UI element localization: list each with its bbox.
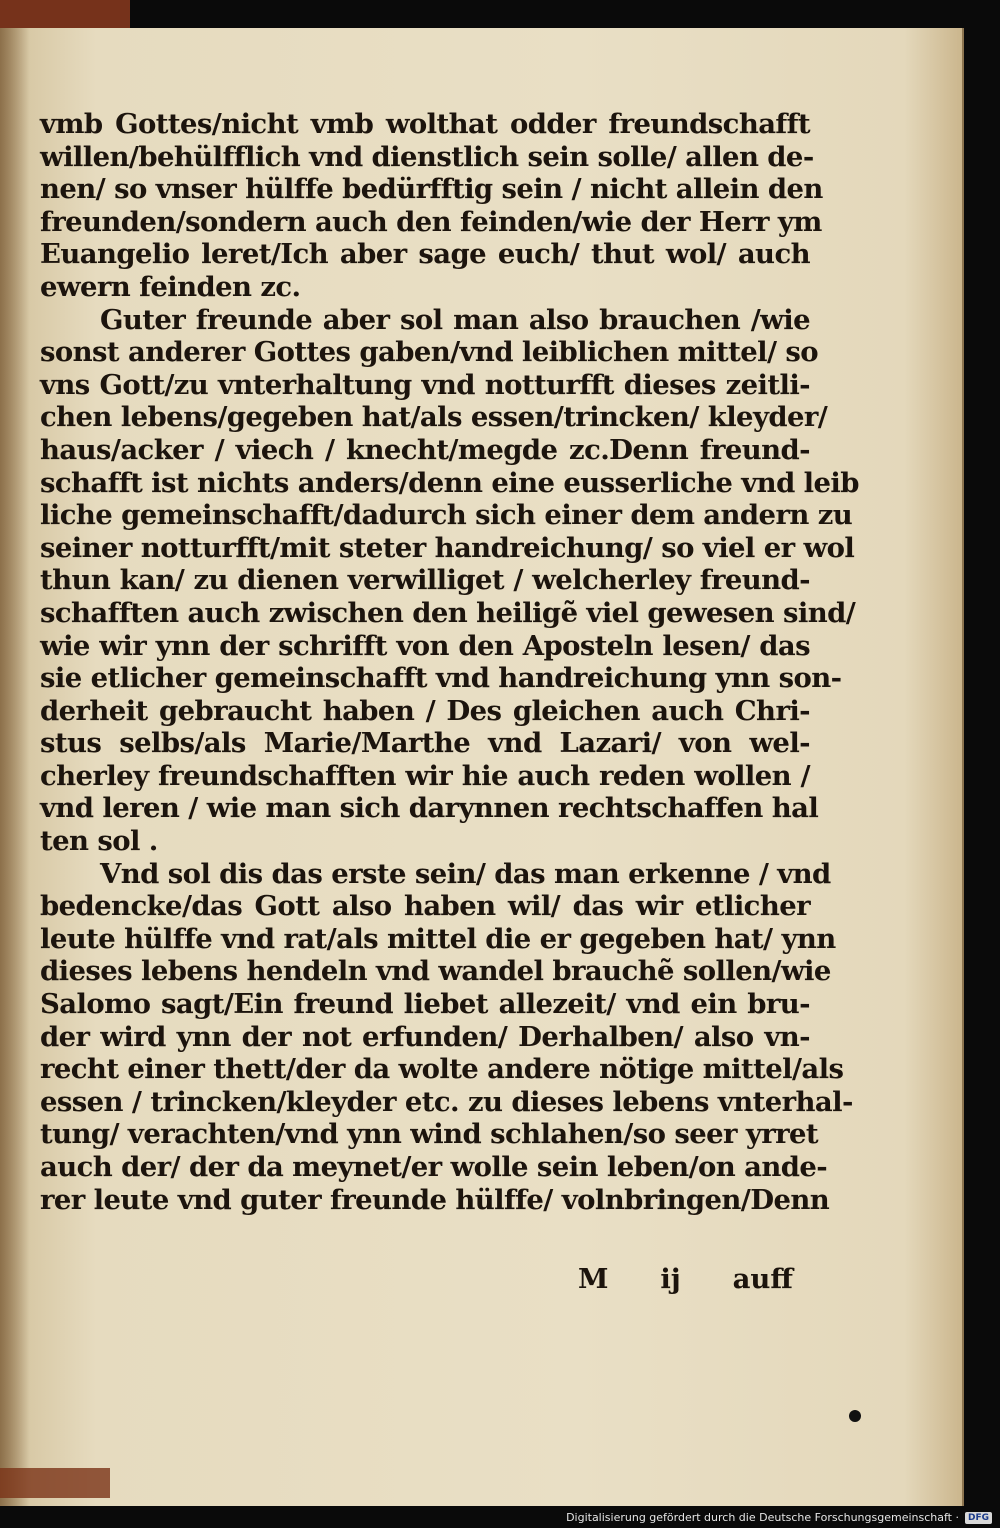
text-line: leute hülffe vnd rat/als mittel die er gegeben hat/ ynn: [40, 922, 836, 955]
signature-number: ij: [660, 1263, 681, 1295]
text-line: schafft ist nichts anders/denn eine eusserliche vnd leib: [40, 466, 859, 499]
text-line: stus selbs/als Marie/Marthe vnd Lazari/ von wel-: [40, 727, 810, 760]
signature-mark: M: [578, 1263, 609, 1295]
text-line: ewern feinden zc.: [40, 270, 301, 303]
text-line: der wird ynn der not erfunden/ Derhalben/ also vn-: [40, 1020, 810, 1053]
text-line: Salomo sagt/Ein freund liebet allezeit/ vnd ein bru-: [40, 988, 810, 1021]
text-line: essen / trincken/kleyder etc. zu dieses lebens vnterhal-: [40, 1085, 853, 1118]
text-line: schafften auch zwischen den heiligẽ viel gewesen sind/: [40, 596, 856, 629]
text-line: recht einer thett/der da wolte andere nötige mittel/als: [40, 1053, 844, 1086]
text-line: auch der/ der da meynet/er wolle sein leben/on ande-: [40, 1151, 828, 1183]
text-line: vns Gott/zu vnterhaltung vnd notturfft dieses zeitli-: [40, 368, 810, 401]
text-line: freunden/sondern auch den feinden/wie der Herr ym: [40, 205, 822, 238]
text-line: cherley freundschafften wir hie auch reden wollen /: [40, 759, 810, 792]
text-line: wie wir ynn der schrifft von den Aposteln lesen/ das: [40, 629, 810, 662]
text-line: liche gemeinschafft/dadurch sich einer dem andern zu: [40, 499, 853, 532]
text-line: dieses lebens hendeln vnd wandel brauchẽ sollen/wie: [40, 955, 831, 988]
signature-line: [578, 1263, 793, 1295]
text-line: sie etlicher gemeinschafft vnd handreichung ynn son-: [40, 662, 842, 695]
text-line: derheit gebraucht haben / Des gleichen auch Chri-: [40, 694, 810, 727]
catchword: auff: [732, 1263, 793, 1295]
text-line: Vnd sol dis das erste sein/ das man erkenne / vnd: [100, 857, 831, 890]
ink-dot: [849, 1410, 861, 1422]
text-line: ten sol .: [40, 825, 158, 858]
text-line: seiner notturfft/mit steter handreichung/ so viel er wol: [40, 531, 855, 564]
text-line: willen/behülfflich vnd dienstlich sein solle/ allen de-: [40, 140, 814, 173]
text-line: Euangelio leret/Ich aber sage euch/ thut wol/ auch: [40, 238, 810, 271]
text-line: vnd leren / wie man sich darynnen rechtschaffen hal: [40, 792, 819, 825]
text-line: rer leute vnd guter freunde hülffe/ volnbringen/Denn: [40, 1183, 830, 1216]
text-line: thun kan/ zu dienen verwilliget / welcherley freund-: [40, 564, 810, 597]
text-line: Guter freunde aber sol man also brauchen /wie: [100, 303, 810, 336]
bottom-edge-stain: [0, 1468, 110, 1498]
digitization-footer: [566, 1511, 992, 1524]
page-gutter-shadow: [0, 28, 30, 1506]
text-line: tung/ verachten/vnd ynn wind schlahen/so seer yrret: [40, 1118, 819, 1151]
book-page: [0, 28, 964, 1506]
text-line: bedencke/das Gott also haben wil/ das wir etlicher: [40, 890, 810, 923]
text-line: sonst anderer Gottes gaben/vnd leiblichen mittel/ so: [40, 336, 818, 369]
text-line: vmb Gottes/nicht vmb wolthat odder freundschafft: [40, 108, 810, 140]
dfg-logo-icon: DFG: [965, 1512, 992, 1524]
text-line: haus/acker / viech / knecht/megde zc.Denn freund-: [40, 433, 810, 466]
text-line: chen lebens/gegeben hat/als essen/trincken/ kleyder/: [40, 401, 828, 434]
text-line: nen/ so vnser hülffe bedürfftig sein / nicht allein den: [40, 173, 823, 206]
body-text: [40, 108, 859, 1216]
top-edge-stain: [0, 0, 130, 28]
footer-credit: Digitalisierung gefördert durch die Deutsche Forschungsgemeinschaft ·: [566, 1511, 959, 1524]
